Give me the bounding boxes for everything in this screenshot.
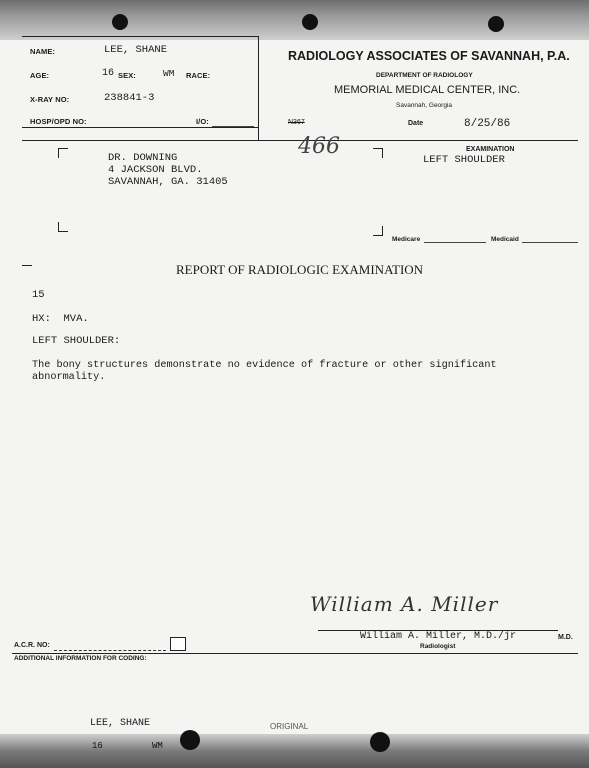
practice-name: RADIOLOGY ASSOCIATES OF SAVANNAH, P.A. <box>288 49 570 63</box>
fax-footer-band <box>0 734 589 768</box>
acr-label: A.C.R. NO: <box>14 642 50 649</box>
original-label: ORIGINAL <box>270 722 309 731</box>
acr-checkbox[interactable] <box>170 637 186 651</box>
acr-blank <box>54 650 166 651</box>
footer-sex: WM <box>152 741 163 751</box>
xray-number: 238841-3 <box>104 92 155 104</box>
additional-info-label: ADDITIONAL INFORMATION FOR CODING: <box>14 655 147 662</box>
footer-line <box>12 653 578 654</box>
io-label: I/O: <box>196 117 209 126</box>
address-line-2: 4 JACKSON BLVD. <box>108 164 203 176</box>
patient-name: LEE, SHANE <box>104 44 168 56</box>
xray-label: X-RAY NO: <box>30 95 70 104</box>
department: DEPARTMENT OF RADIOLOGY <box>376 72 473 79</box>
finding-line-2: abnormality. <box>32 372 106 383</box>
exam-name: LEFT SHOULDER <box>423 154 505 166</box>
report-title: REPORT OF RADIOLOGIC EXAMINATION <box>176 262 424 277</box>
punch-hole <box>180 730 200 750</box>
history: HX: MVA. <box>32 313 89 325</box>
medicare-label: Medicare <box>392 236 421 243</box>
header-line <box>22 127 259 128</box>
race-label: RACE: <box>186 71 211 80</box>
crossed-number: N367 <box>288 119 305 126</box>
name-label: NAME: <box>30 47 56 56</box>
window-corner <box>58 148 68 158</box>
window-corner <box>58 222 68 232</box>
report-number: 15 <box>32 289 45 301</box>
hosp-label: HOSP/OPD NO: <box>30 117 87 126</box>
footer-age: 16 <box>92 741 103 751</box>
age-label: AGE: <box>30 71 50 80</box>
patient-sex: WM <box>163 68 175 79</box>
md-label: M.D. <box>558 634 573 641</box>
signature-handwriting: William A. Miller <box>310 592 499 616</box>
medical-center: MEMORIAL MEDICAL CENTER, INC. <box>334 84 521 96</box>
handwritten-number: 466 <box>298 134 340 159</box>
window-corner <box>373 226 383 236</box>
exam-date: 8/25/86 <box>464 118 511 130</box>
address-line-3: SAVANNAH, GA. 31405 <box>108 176 228 188</box>
window-corner <box>373 148 383 158</box>
exam-label: EXAMINATION <box>466 146 515 153</box>
patient-age: 16 <box>102 68 115 79</box>
finding-line-1: The bony structures demonstrate no evidence of fracture or other significant <box>32 360 497 371</box>
section-heading: LEFT SHOULDER: <box>32 335 121 347</box>
io-blank <box>212 126 254 127</box>
punch-hole <box>488 16 504 32</box>
punch-hole <box>302 14 318 30</box>
medicaid-blank <box>522 242 578 243</box>
typed-name: William A. Miller, M.D./jr <box>360 631 517 642</box>
header-divider <box>258 36 259 140</box>
city: Savannah, Georgia <box>396 102 453 109</box>
punch-hole <box>112 14 128 30</box>
medicare-blank <box>424 242 486 243</box>
address-line-1: DR. DOWNING <box>108 152 178 164</box>
header-line <box>22 36 259 37</box>
punch-hole <box>370 732 390 752</box>
fold-mark <box>22 265 32 266</box>
sex-label: SEX: <box>118 71 136 80</box>
radiologist-label: Radiologist <box>420 643 456 650</box>
date-label: Date <box>408 120 424 127</box>
footer-patient-name: LEE, SHANE <box>90 718 151 729</box>
medicaid-label: Medicaid <box>491 236 519 243</box>
